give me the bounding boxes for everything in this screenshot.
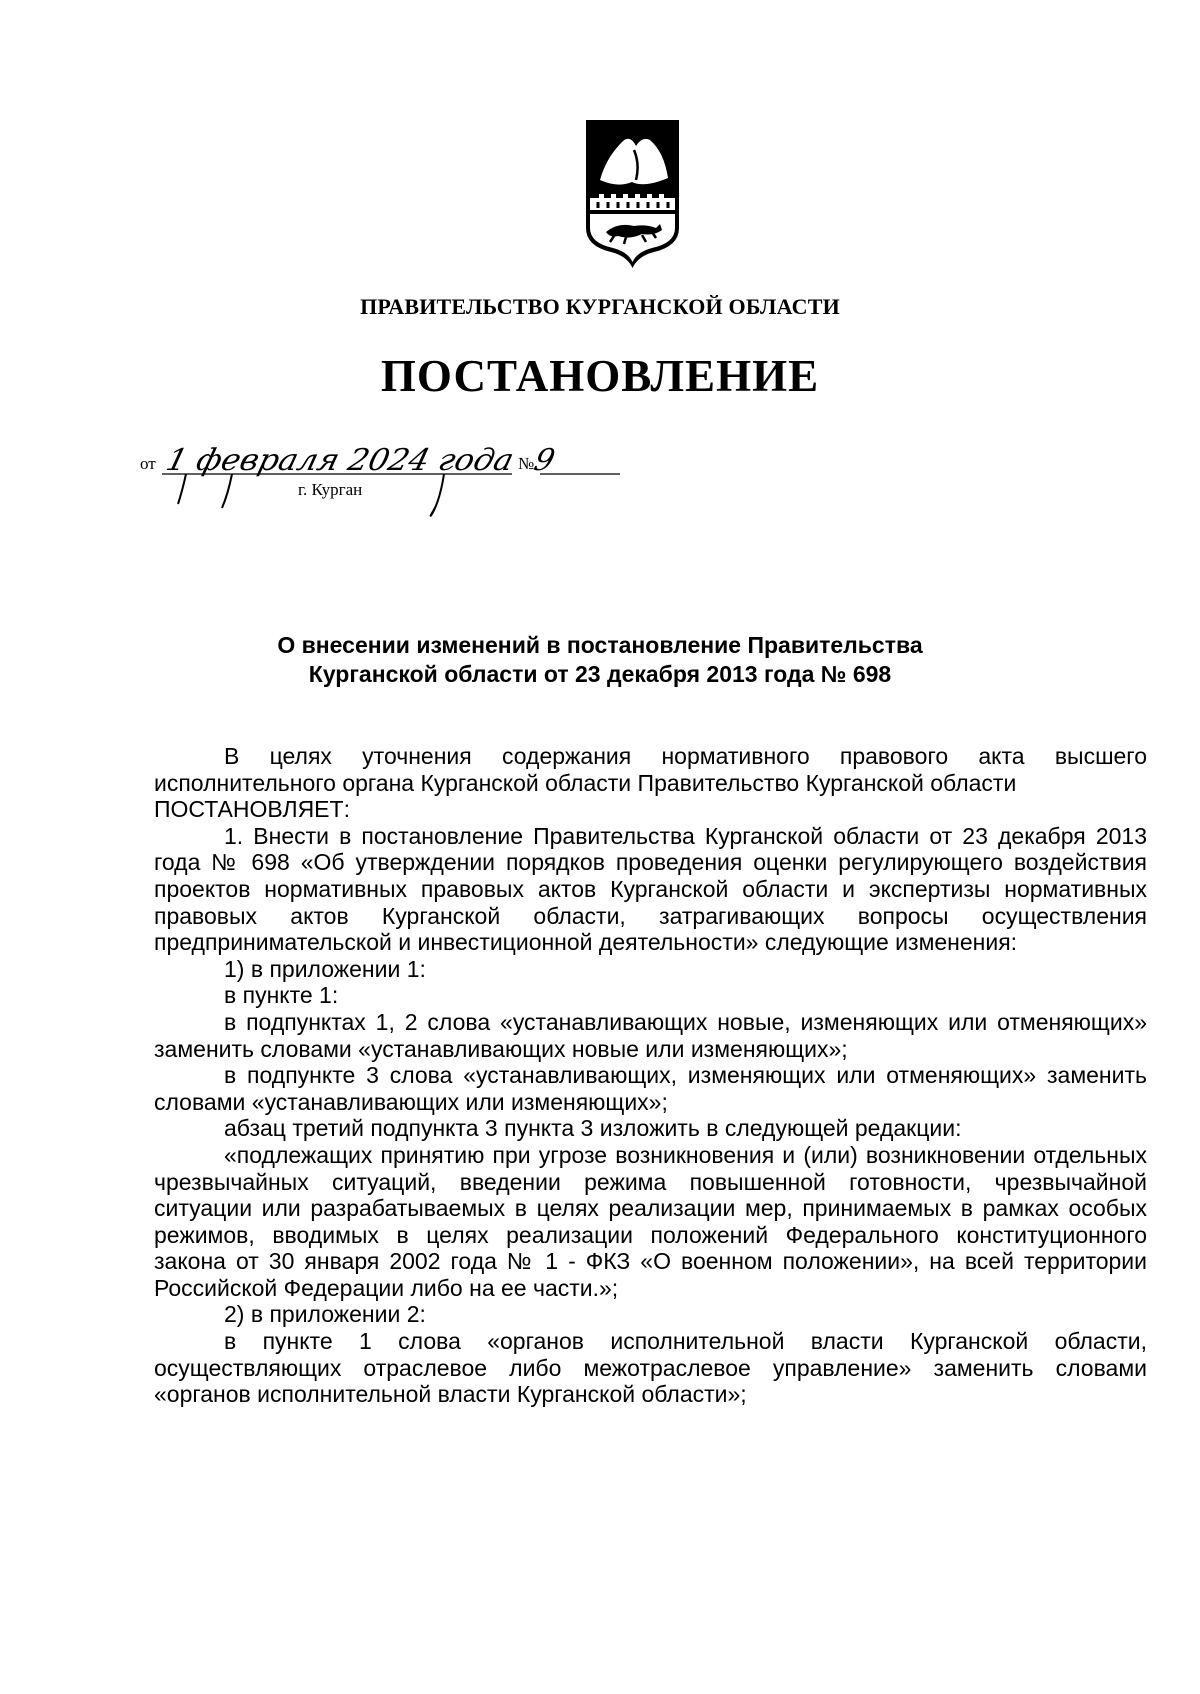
paragraph-new-wording: «подлежащих принятию при угрозе возникновения и (или) возникновении отдельных чрезвычайных ситуаций, введении режима повышенной готовности, чрезвычайной ситуации или разрабатываемых в целях реализации мер, принимаемых в рамках особых режимов, вводимых в целях реализации положений Федерального конституционного закона от 30 января 2002 года № 1 - ФКЗ «О военном положении», на всей территории Российской Федерации либо на ее части.»; bbox=[154, 1141, 1147, 1301]
paragraph-subpoints-1-2: в подпунктах 1, 2 слова «устанавливающих новые, изменяющих или отменяющих» заменить словами «устанавливающих новые или изменяющих»; bbox=[154, 1008, 1147, 1062]
date-number-line bbox=[140, 440, 660, 530]
paragraph-abzac-3: абзац третий подпункта 3 пункта 3 изложить в следующей редакции: bbox=[224, 1115, 962, 1142]
coat-of-arms-icon bbox=[584, 118, 681, 270]
paragraph-resolves: ПОСТАНОВЛЯЕТ: bbox=[154, 796, 350, 823]
title-line-1: О внесении изменений в постановление Правительства bbox=[277, 632, 923, 658]
date-from-label: от bbox=[140, 454, 156, 473]
city-label: г. Курган bbox=[298, 480, 363, 499]
handwritten-date: 1 февраля 2024 года bbox=[162, 443, 500, 478]
paragraph-appendix-2: 2) в приложении 2: bbox=[224, 1301, 426, 1328]
document-type-title: ПОСТАНОВЛЕНИЕ bbox=[380, 351, 820, 401]
handwritten-number: 9 bbox=[530, 443, 559, 478]
paragraph-subpoint-3: в подпункте 3 слова «устанавливающих, изменяющих или отменяющих» заменить словами «устанавливающих или изменяющих»; bbox=[154, 1062, 1147, 1115]
number-label: № bbox=[518, 454, 535, 473]
resolution-body bbox=[154, 743, 1147, 1408]
government-name: ПРАВИТЕЛЬСТВО КУРГАНСКОЙ ОБЛАСТИ bbox=[360, 294, 840, 319]
resolution-title bbox=[0, 631, 1200, 689]
title-line-2: Курганской области от 23 декабря 2013 года № 698 bbox=[308, 661, 892, 687]
paragraph-preamble: В целях уточнения содержания нормативного правового акта высшего исполнительного органа Курганской области Правительство Курганской области bbox=[154, 743, 1147, 796]
paragraph-point-1: в пункте 1: bbox=[224, 982, 339, 1009]
coat-of-arms-emblem bbox=[584, 118, 681, 270]
paragraph-appendix-1: 1) в приложении 1: bbox=[224, 955, 426, 982]
paragraph-point-1-appendix-2: в пункте 1 слова «органов исполнительной власти Курганской области, осуществляющих отраслевое либо межотраслевое управление» заменить словами «органов исполнительной власти Курганской области»; bbox=[154, 1328, 1147, 1408]
handwritten-date-number bbox=[140, 440, 660, 530]
paragraph-item-1: 1. Внести в постановление Правительства Курганской области от 23 декабря 2013 года № 698 «Об утверждении порядков проведения оценки регулирующего воздействия проектов нормативных правовых актов Курганской области и экспертизы нормативных правовых актов Курганской области, затрагивающих вопросы осуществления предпринимательской и инвестиционной деятельности» следующие изменения: bbox=[154, 822, 1147, 956]
